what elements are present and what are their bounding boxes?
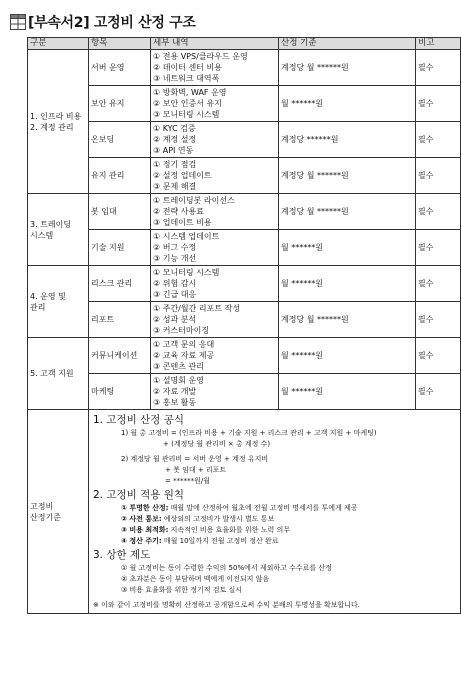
basis-cell: 계정당 월 ******원 xyxy=(279,158,416,194)
item-cell: 기술 지원 xyxy=(89,230,151,266)
detail-line: ③ 콘텐츠 관리 xyxy=(153,362,204,371)
detail-line: ① 고객 문의 응대 xyxy=(153,340,215,349)
table-header-row xyxy=(28,38,461,50)
document-title: [부속서2] 고정비 산정 구조 xyxy=(28,15,196,31)
category-cell xyxy=(28,338,89,410)
detail-line: ① 시스템 업데이트 xyxy=(153,232,220,241)
column-header: 세부 내역 xyxy=(151,38,279,50)
principle-label: ① 투명한 산정: xyxy=(121,504,169,512)
detail-line: ③ API 연동 xyxy=(153,146,194,155)
detail-line: ① 방화벽, WAF 운영 xyxy=(153,88,227,97)
table-grid-icon xyxy=(10,14,26,30)
principle-line xyxy=(93,525,456,536)
table-row xyxy=(28,194,461,230)
criteria-row xyxy=(28,410,461,614)
note-cell: 필수 xyxy=(416,194,461,230)
cost-structure-table xyxy=(27,37,461,614)
category-label: 4. 운영 및 xyxy=(30,291,66,301)
footnote: ※ 이와 같이 고정비를 명확히 산정하고 공개함으로써 수익 분배의 투명성을 확보합니다. xyxy=(93,601,361,609)
principle-line xyxy=(93,514,456,525)
principle-text: 매월 말에 산정하여 월초에 전월 고정비 명세서를 투에게 제공 xyxy=(168,504,358,512)
detail-line: ③ 문제 해결 xyxy=(153,182,197,191)
table-row xyxy=(28,230,461,266)
detail-line: ① 정기 점검 xyxy=(153,160,197,169)
note-cell: 필수 xyxy=(416,122,461,158)
note-cell: 필수 xyxy=(416,158,461,194)
basis-cell: 월 ******원 xyxy=(279,374,416,410)
cap-rule-line: ② 초과분은 동이 부담하며 맥에게 이전되지 않음 xyxy=(121,575,270,583)
note-cell: 필수 xyxy=(416,374,461,410)
details-cell xyxy=(151,230,279,266)
basis-cell: 계정당 ******원 xyxy=(279,122,416,158)
criteria-content-cell xyxy=(89,410,461,614)
principle-label: ④ 정산 주기: xyxy=(121,537,162,545)
details-cell xyxy=(151,50,279,86)
basis-cell: 계정당 월 ******원 xyxy=(279,302,416,338)
column-header: 산정 기준 xyxy=(279,38,416,50)
table-row xyxy=(28,122,461,158)
item-cell: 봇 임대 xyxy=(89,194,151,230)
details-cell xyxy=(151,194,279,230)
category-label: 1. 인프라 비용 xyxy=(30,111,82,121)
section-title: 3. 상한 제도 xyxy=(93,549,151,561)
formula-line: 1) 월 총 고정비 = (인프라 비용 + 기술 지원 + 리스크 관리 + 고객 지원 + 마케팅) xyxy=(121,429,377,437)
principle-label: ③ 비용 최적화: xyxy=(121,526,169,534)
criteria-label: 고정비 xyxy=(30,501,54,511)
detail-line: ② 보안 인증서 유지 xyxy=(153,99,222,108)
table-row xyxy=(28,302,461,338)
detail-line: ① 모니터링 시스템 xyxy=(153,268,220,277)
basis-cell: 월 ******원 xyxy=(279,338,416,374)
formula-line: + (계정당 월 관리비 × 총 계정 수) xyxy=(163,440,271,448)
basis-cell: 계정당 월 ******원 xyxy=(279,194,416,230)
table-row xyxy=(28,158,461,194)
item-cell: 서버 운영 xyxy=(89,50,151,86)
detail-line: ② 데이터 센터 비용 xyxy=(153,63,222,72)
principle-line xyxy=(93,503,456,514)
basis-cell: 계정당 월 ******원 xyxy=(279,50,416,86)
item-cell: 커뮤니케이션 xyxy=(89,338,151,374)
category-label: 3. 트레이딩 xyxy=(30,219,72,229)
detail-line: ① KYC 검증 xyxy=(153,124,196,133)
details-cell xyxy=(151,266,279,302)
principle-text: 예상외의 고정비가 발생시 별도 통보 xyxy=(161,515,275,523)
principle-text: 매월 10일까지 전월 고정비 정산 완료 xyxy=(161,537,279,545)
detail-line: ③ 기능 개선 xyxy=(153,254,197,263)
note-cell: 필수 xyxy=(416,230,461,266)
detail-line: ③ 커스터마이징 xyxy=(153,326,210,335)
category-cell xyxy=(28,266,89,338)
cap-rule-line: ③ 비용 효율화를 위한 정기적 검토 실시 xyxy=(121,586,243,594)
basis-cell: 월 ******원 xyxy=(279,266,416,302)
detail-line: ② 전략 사용료 xyxy=(153,207,204,216)
category-label: 시스템 xyxy=(30,230,54,240)
formula-line: = ******원/월 xyxy=(165,477,210,485)
item-cell: 유지 관리 xyxy=(89,158,151,194)
formula-line: + 봇 임대 + 리포트 xyxy=(165,466,227,474)
details-cell xyxy=(151,338,279,374)
category-label: 관리 xyxy=(30,302,46,312)
detail-line: ③ 업데이트 비용 xyxy=(153,218,212,227)
criteria-label-cell xyxy=(28,410,89,614)
note-cell: 필수 xyxy=(416,302,461,338)
detail-line: ① 설명회 운영 xyxy=(153,376,204,385)
note-cell: 필수 xyxy=(416,86,461,122)
detail-line: ③ 긴급 대응 xyxy=(153,290,197,299)
detail-line: ② 계정 설정 xyxy=(153,135,197,144)
detail-line: ② 버그 수정 xyxy=(153,243,197,252)
item-cell: 리스크 관리 xyxy=(89,266,151,302)
cap-rule-line: ① 월 고정비는 동이 수령한 수익의 50%에서 제외하고 수수료를 산정 xyxy=(121,564,332,572)
detail-line: ③ 모니터링 시스템 xyxy=(153,110,220,119)
detail-line: ② 교육 자료 제공 xyxy=(153,351,215,360)
principle-text: 지속적인 비용 효율화를 위한 노력 의무 xyxy=(168,526,290,534)
table-row xyxy=(28,338,461,374)
criteria-label: 산정기준 xyxy=(30,512,61,522)
detail-line: ③ 홍보 활동 xyxy=(153,398,197,407)
table-row xyxy=(28,374,461,410)
basis-cell: 월 ******원 xyxy=(279,86,416,122)
detail-line: ① 트레이딩봇 라이선스 xyxy=(153,196,235,205)
category-label: 2. 계정 관리 xyxy=(30,122,74,132)
item-cell: 온보딩 xyxy=(89,122,151,158)
detail-line: ② 위험 감시 xyxy=(153,279,197,288)
category-cell xyxy=(28,50,89,194)
detail-line: ① 전용 VPS/클라우드 운영 xyxy=(153,52,248,61)
note-cell: 필수 xyxy=(416,338,461,374)
details-cell xyxy=(151,86,279,122)
details-cell xyxy=(151,302,279,338)
details-cell xyxy=(151,374,279,410)
detail-line: ① 주간/월간 리포트 작성 xyxy=(153,304,241,313)
note-cell: 필수 xyxy=(416,266,461,302)
section-title: 2. 고정비 적용 원칙 xyxy=(93,489,185,501)
detail-line: ② 자료 개발 xyxy=(153,387,197,396)
details-cell xyxy=(151,122,279,158)
table-row xyxy=(28,50,461,86)
item-cell: 리포트 xyxy=(89,302,151,338)
principle-label: ② 사전 통보: xyxy=(121,515,162,523)
column-header: 항목 xyxy=(89,38,151,50)
section-title: 1. 고정비 산정 공식 xyxy=(93,414,185,426)
item-cell: 보안 유지 xyxy=(89,86,151,122)
details-cell xyxy=(151,158,279,194)
principle-line xyxy=(93,536,456,547)
category-cell xyxy=(28,194,89,266)
detail-line: ③ 네트워크 대역폭 xyxy=(153,74,220,83)
formula-line: 2) 계정당 월 관리비 = 서버 운영 + 계정 유지비 xyxy=(121,455,269,463)
item-cell: 마케팅 xyxy=(89,374,151,410)
document-title-row xyxy=(10,10,196,34)
category-label: 5. 고객 지원 xyxy=(30,369,74,378)
table-row xyxy=(28,266,461,302)
detail-line: ② 설정 업데이트 xyxy=(153,171,212,180)
table-row xyxy=(28,86,461,122)
note-cell: 필수 xyxy=(416,50,461,86)
column-header: 구분 xyxy=(28,38,89,50)
basis-cell: 월 ******원 xyxy=(279,230,416,266)
column-header: 비고 xyxy=(416,38,461,50)
detail-line: ② 성과 분석 xyxy=(153,315,197,324)
